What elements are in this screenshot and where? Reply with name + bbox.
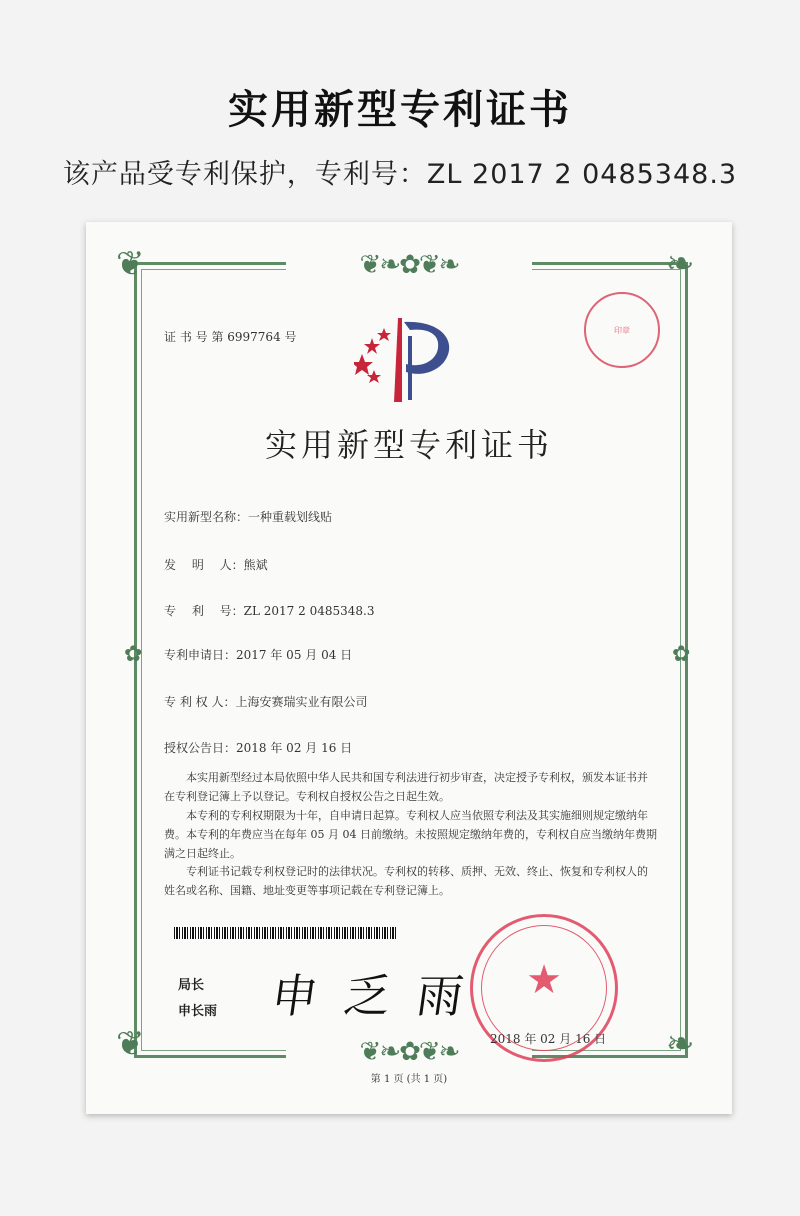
field-inventor xyxy=(164,556,268,573)
page-number: 第 1 页 (共 1 页) xyxy=(370,1074,448,1085)
corner-ornament-icon: ❦ xyxy=(116,244,145,284)
field-filing-date xyxy=(164,646,352,663)
certificate-paragraph: 本实用新型经过本局依照中华人民共和国专利法进行初步审查，决定授予专利权，颁发本证书并在专利登记簿上予以登记。专利权自授权公告之日起生效。 xyxy=(164,771,648,803)
top-ornament-icon: ❦❧✿❦❧ xyxy=(286,250,532,280)
page-subtitle: 该产品受专利保护，专利号：ZL 2017 2 0485348.3 xyxy=(62,159,738,190)
bottom-ornament-icon: ❦❧✿❦❧ xyxy=(286,1037,532,1067)
field-utility-model-name xyxy=(164,508,332,525)
field-value: 2018 年 02 月 16 日 xyxy=(236,741,353,755)
field-value: 上海安赛瑞实业有限公司 xyxy=(235,695,368,709)
corner-ornament-icon: ❧ xyxy=(666,1024,695,1064)
seal-stamp-small: 印章 xyxy=(584,292,660,368)
field-patent-number xyxy=(164,602,374,619)
barcode xyxy=(174,927,396,939)
certificate-number: 证 书 号 第 6997764 号 xyxy=(164,330,297,344)
patent-office-logo-icon xyxy=(354,314,464,404)
field-value: 一种重载划线贴 xyxy=(248,510,333,524)
field-label: 实用新型名称： xyxy=(164,510,249,524)
field-value: ZL 2017 2 0485348.3 xyxy=(243,604,375,618)
field-value: 2017 年 05 月 04 日 xyxy=(236,648,353,662)
corner-ornament-icon: ❧ xyxy=(666,244,695,284)
field-grant-date xyxy=(164,739,352,756)
field-label: 授权公告日： xyxy=(164,741,237,755)
certificate-paragraph: 本专利的专利权期限为十年，自申请日起算。专利权人应当依照专利法及其实施细则规定缴纳年费。本专利的年费应当在每年 05 月 04 日前缴纳。未按照规定缴纳年费的，专利权自应当缴纳年费期满之日起终止。 xyxy=(164,809,657,860)
field-label: 专利申请日： xyxy=(164,648,237,662)
side-ornament-icon: ✿ xyxy=(672,642,691,667)
director-title: 局长 xyxy=(178,978,205,993)
field-label: 发 明 人： xyxy=(164,558,244,572)
stamp-date: 2018 年 02 月 16 日 xyxy=(490,1032,607,1046)
director-name: 申长雨 xyxy=(178,1004,218,1019)
certificate-paragraph: 专利证书记载专利权登记时的法律状况。专利权的转移、质押、无效、终止、恢复和专利权人的姓名或名称、国籍、地址变更等事项记载在专利登记簿上。 xyxy=(164,865,648,897)
field-patentee xyxy=(164,693,367,710)
national-emblem-icon: ★ xyxy=(526,957,562,1003)
field-label: 专 利 权 人： xyxy=(164,695,236,709)
patent-certificate xyxy=(86,222,732,1114)
field-label: 专 利 号： xyxy=(164,604,244,618)
certificate-title: 实用新型专利证书 xyxy=(264,426,553,464)
corner-ornament-icon: ❦ xyxy=(116,1024,145,1064)
handwritten-signature: 申 乏 雨 xyxy=(267,969,473,1023)
page-title: 实用新型专利证书 xyxy=(228,87,572,133)
field-value: 熊斌 xyxy=(243,558,268,572)
side-ornament-icon: ✿ xyxy=(124,642,143,667)
